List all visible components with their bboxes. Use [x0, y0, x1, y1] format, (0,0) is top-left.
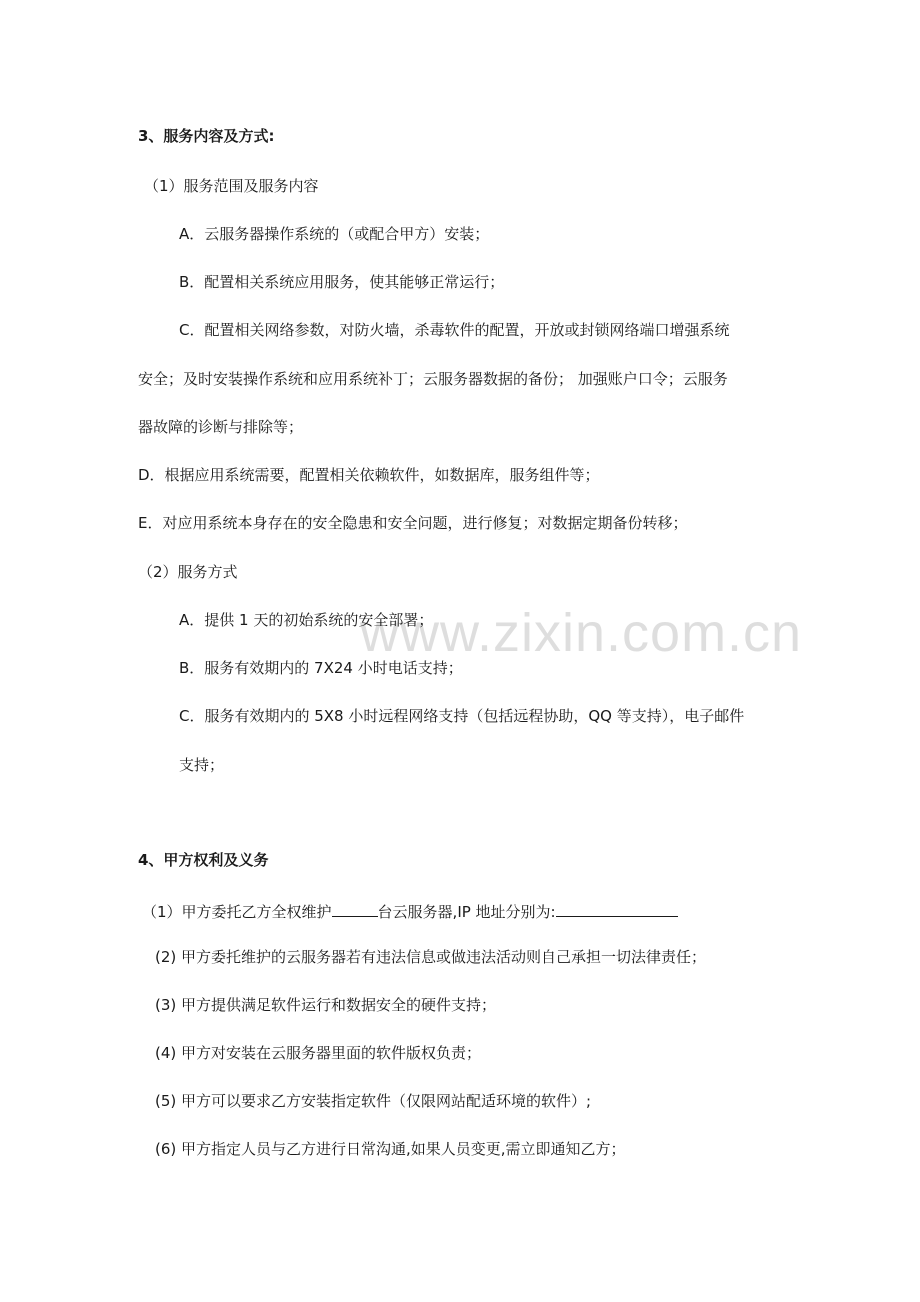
section-4-item-1-prefix: （1）甲方委托乙方全权维护 — [142, 903, 332, 921]
section-4-item-5: (5) 甲方可以要求乙方安装指定软件（仅限网站配适环境的软件）; — [155, 1092, 592, 1110]
section-4-item-1-middle: 台云服务器,IP 地址分别为: — [377, 903, 556, 921]
section-4-item-1 — [142, 900, 678, 922]
section-3-sub2-item-b: B．服务有效期内的 7X24 小时电话支持； — [179, 659, 463, 677]
section-3-heading: 3、服务内容及方式: — [138, 127, 275, 145]
section-3-item-a: A．云服务器操作系统的（或配合甲方）安装； — [179, 225, 490, 243]
section-3-sub2-item-c-line1: C．服务有效期内的 5X8 小时远程网络支持（包括远程协助，QQ 等支持），电子邮件 — [179, 707, 745, 725]
ip-address-blank[interactable] — [556, 900, 678, 917]
section-4-item-3: (3) 甲方提供满足软件运行和数据安全的硬件支持； — [155, 996, 497, 1014]
watermark-logo: www.zixin.com.cn — [360, 603, 803, 663]
section-4-heading: 4、甲方权利及义务 — [138, 851, 269, 869]
section-3-item-c-line2: 安全；及时安装操作系统和应用系统补丁；云服务器数据的备份； 加强账户口令；云服务 — [138, 370, 728, 388]
section-3-sub1-title: （1）服务范围及服务内容 — [144, 177, 319, 195]
section-4-item-2: (2) 甲方委托维护的云服务器若有违法信息或做违法活动则自己承担一切法律责任； — [155, 948, 707, 966]
section-3-item-e: E．对应用系统本身存在的安全隐患和安全问题，进行修复；对数据定期备份转移； — [138, 514, 688, 532]
section-4-item-4: (4) 甲方对安装在云服务器里面的软件版权负责； — [155, 1044, 482, 1062]
section-3-sub2-item-a: A．提供 1 天的初始系统的安全部署； — [179, 611, 434, 629]
server-count-blank[interactable] — [332, 900, 378, 917]
section-3-item-c-line3: 器故障的诊断与排除等； — [138, 418, 304, 436]
section-3-sub2-title: （2）服务方式 — [138, 563, 238, 581]
section-3-item-c-line1: C．配置相关网络参数，对防火墙，杀毒软件的配置，开放或封锁网络端口增强系统 — [179, 321, 730, 339]
section-3-item-b: B．配置相关系统应用服务，使其能够正常运行； — [179, 273, 505, 291]
section-4-item-6: (6) 甲方指定人员与乙方进行日常沟通,如果人员变更,需立即通知乙方； — [155, 1140, 626, 1158]
section-3-sub2-item-c-line2: 支持； — [179, 756, 225, 774]
section-3-item-d: D．根据应用系统需要，配置相关依赖软件，如数据库，服务组件等； — [138, 466, 600, 484]
